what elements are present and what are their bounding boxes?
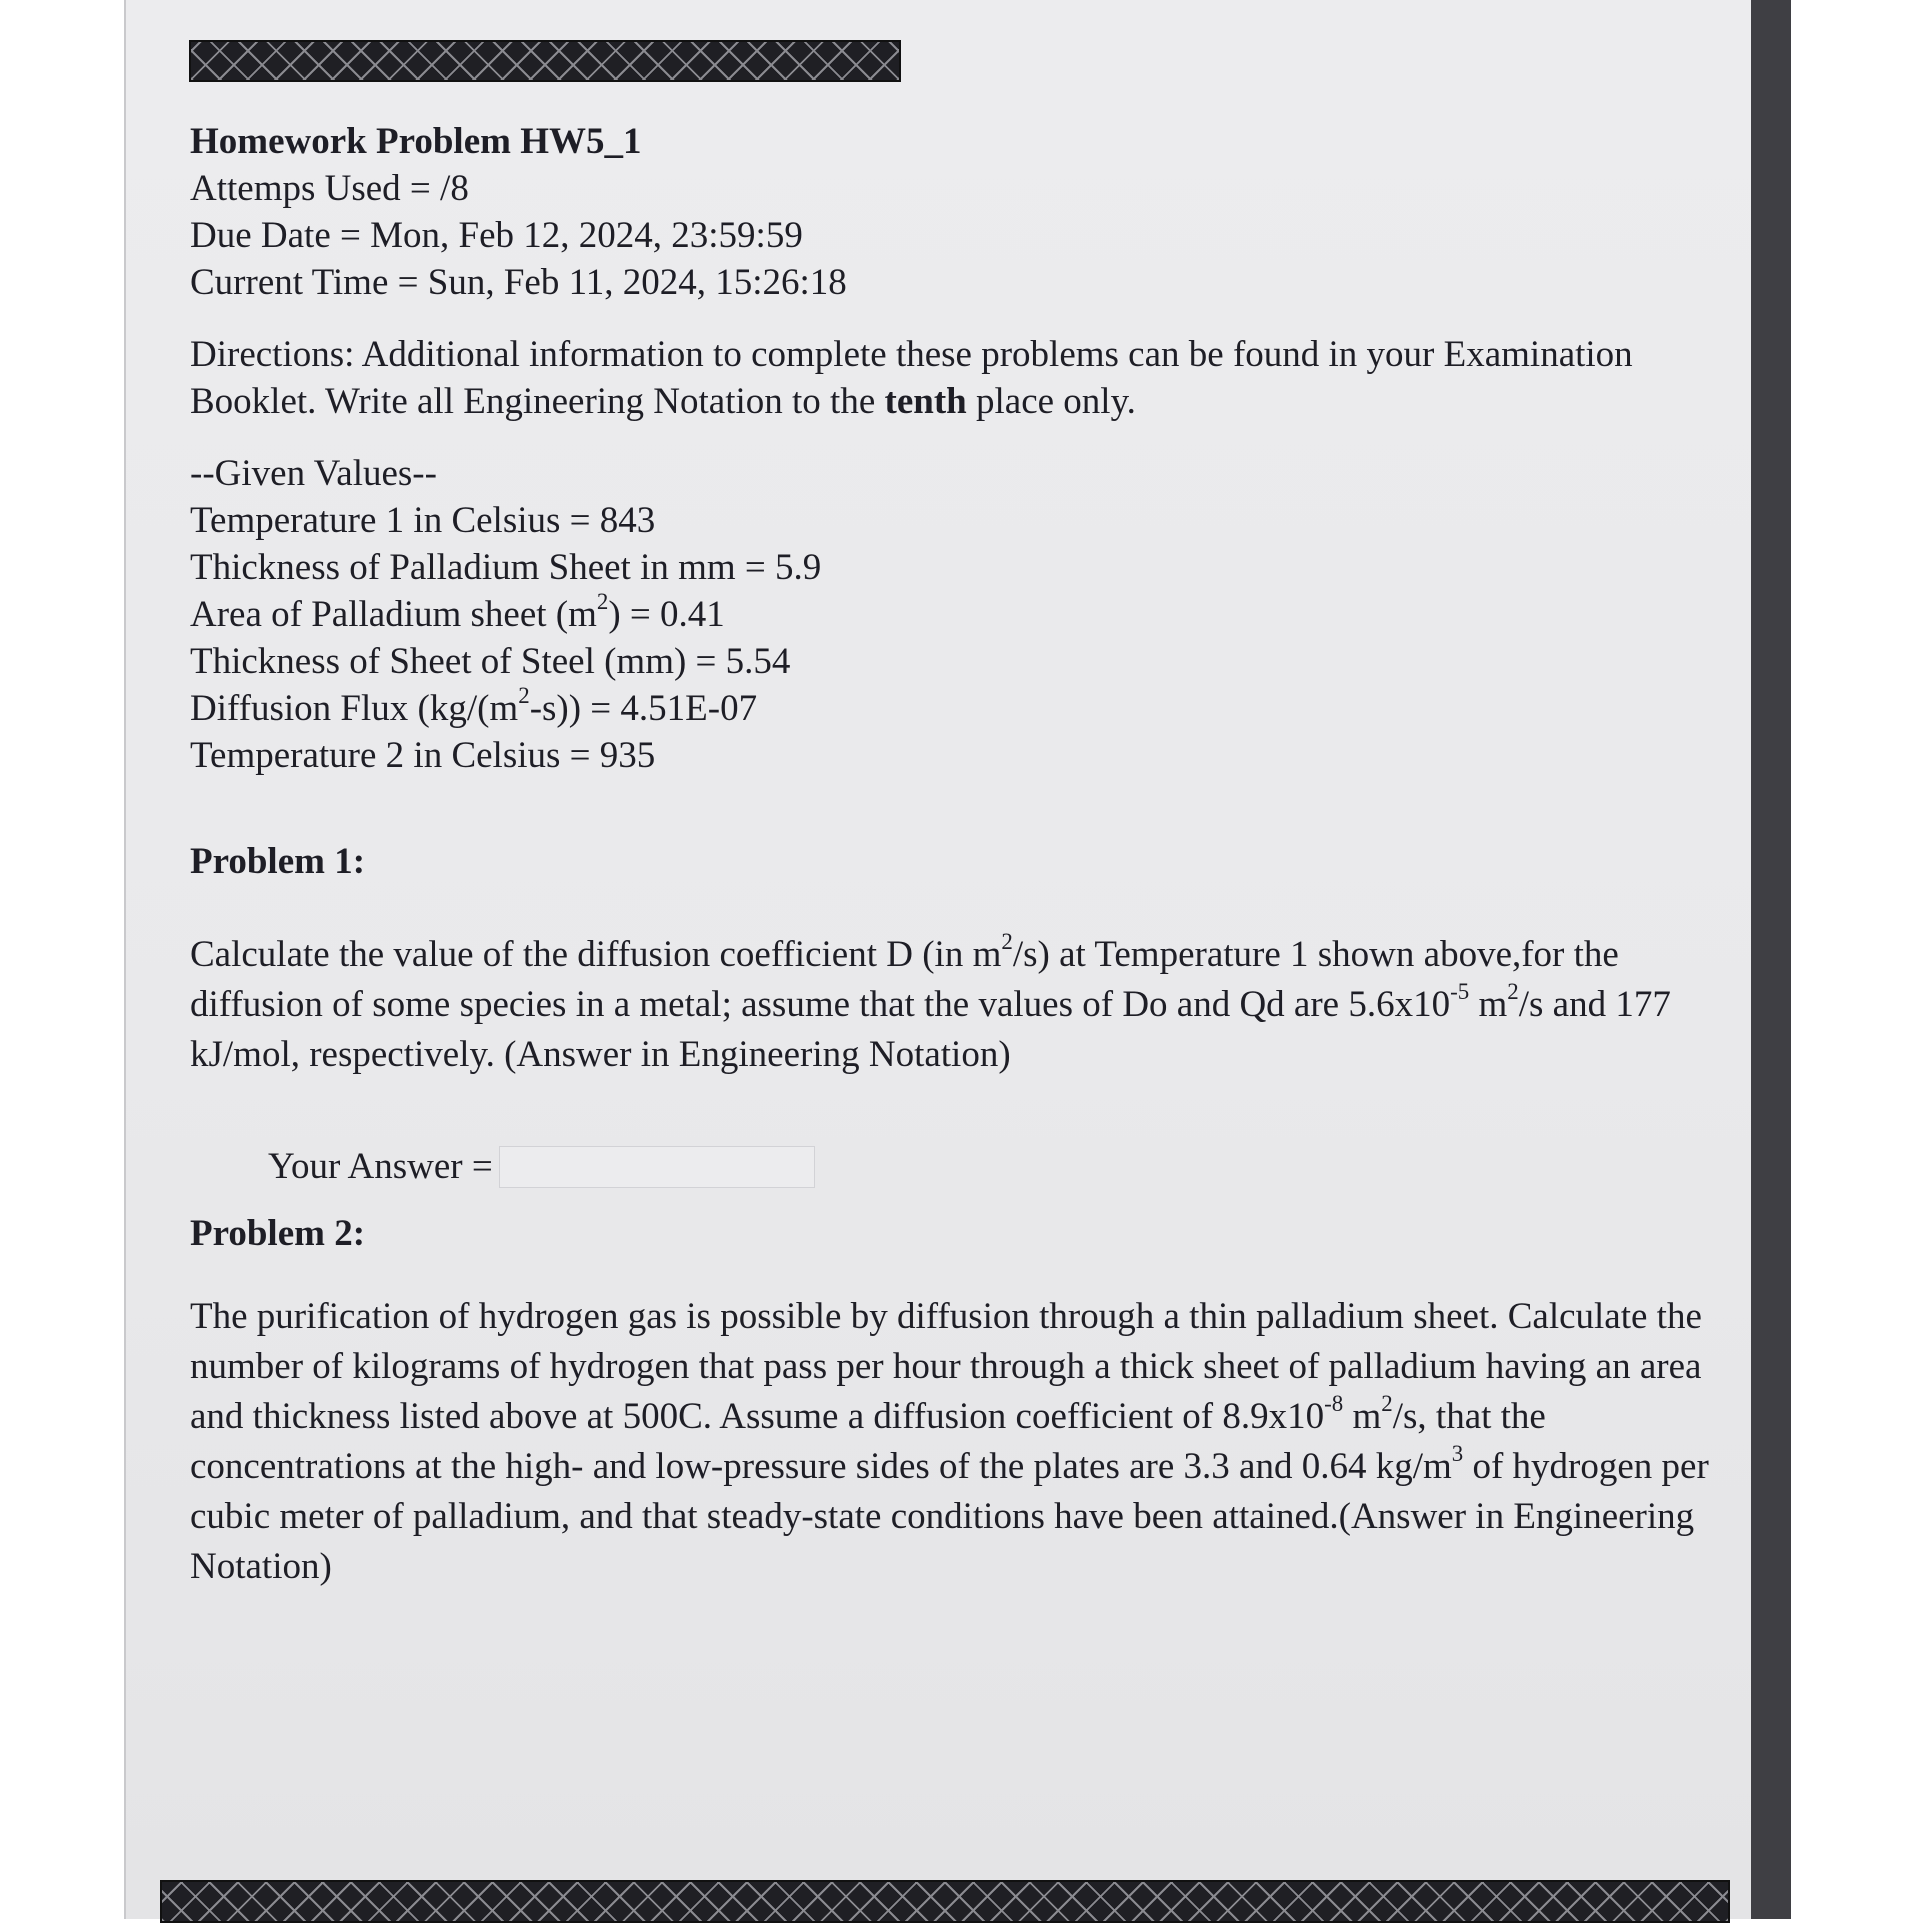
given-steel-thickness: Thickness of Sheet of Steel (mm) = 5.54 bbox=[190, 641, 791, 682]
problem-1-heading: Problem 1: bbox=[190, 841, 366, 882]
given-diffusion-flux: Diffusion Flux $(kg/(m^2-s)) = 4.51E-07$ bbox=[190, 683, 758, 729]
page-title: Homework Problem HW5_1 bbox=[190, 121, 642, 162]
current-time: Current Time = Sun, Feb 11, 2024, 15:26:18 bbox=[190, 262, 847, 303]
attempts-used: Attemps Used = /8 bbox=[190, 168, 469, 209]
given-palladium-area: Area of Palladium sheet $(m^2) = 0.41$ bbox=[190, 589, 725, 635]
problem-1-text: Calculate the value of the diffusion coefficient D (in $m^2/s$) at Temperature 1 shown above,for the diffusion of some species in a metal; assume that the values of Do and Qd are $5.6x10^{-5}$ $m^2/s$ and 177 kJ/mol, respectively. (Answer in Engineering Notation) bbox=[190, 929, 1671, 1075]
answer-row bbox=[268, 1143, 1710, 1190]
redacted-banner-bottom bbox=[160, 1880, 1730, 1923]
given-temperature-1: Temperature 1 in Celsius = 843 bbox=[190, 500, 656, 541]
problem-2-text: The purification of hydrogen gas is possible by diffusion through a thin palladium sheet. Calculate the number of kilograms of hydrogen that pass per hour through a thick sheet of palladium having an area and thickness listed above at 500C. Assume a diffusion coefficient of $8.9x10^{-8}$ $m^2/s$, that the concentrations at the high- and low-pressure sides of the plates are 3.3 and 0.64 $kg/m^3$ of hydrogen per cubic meter of palladium, and that steady-state conditions have been attained.(Answer in Engineering Notation) bbox=[190, 1296, 1709, 1587]
problem-2-heading: Problem 2: bbox=[190, 1213, 366, 1254]
directions-emphasis: tenth bbox=[884, 381, 967, 422]
answer-input[interactable] bbox=[499, 1146, 815, 1188]
given-temperature-2: Temperature 2 in Celsius = 935 bbox=[190, 735, 656, 776]
due-date: Due Date = Mon, Feb 12, 2024, 23:59:59 bbox=[190, 215, 803, 256]
given-values-heading: --Given Values-- bbox=[190, 453, 437, 494]
homework-page bbox=[190, 118, 1710, 1592]
directions-text: Directions: Additional information to complete these problems can be found in your Examination Booklet. Write all Engineering Notation to the tenth place only. bbox=[190, 334, 1633, 422]
answer-label: Your Answer = bbox=[268, 1146, 493, 1187]
photo-right-margin bbox=[1791, 0, 1919, 1919]
given-palladium-thickness: Thickness of Palladium Sheet in mm = 5.9 bbox=[190, 547, 822, 588]
photo-left-margin bbox=[0, 0, 124, 1919]
redacted-banner-top bbox=[189, 40, 901, 82]
monitor-bezel bbox=[1751, 0, 1791, 1919]
